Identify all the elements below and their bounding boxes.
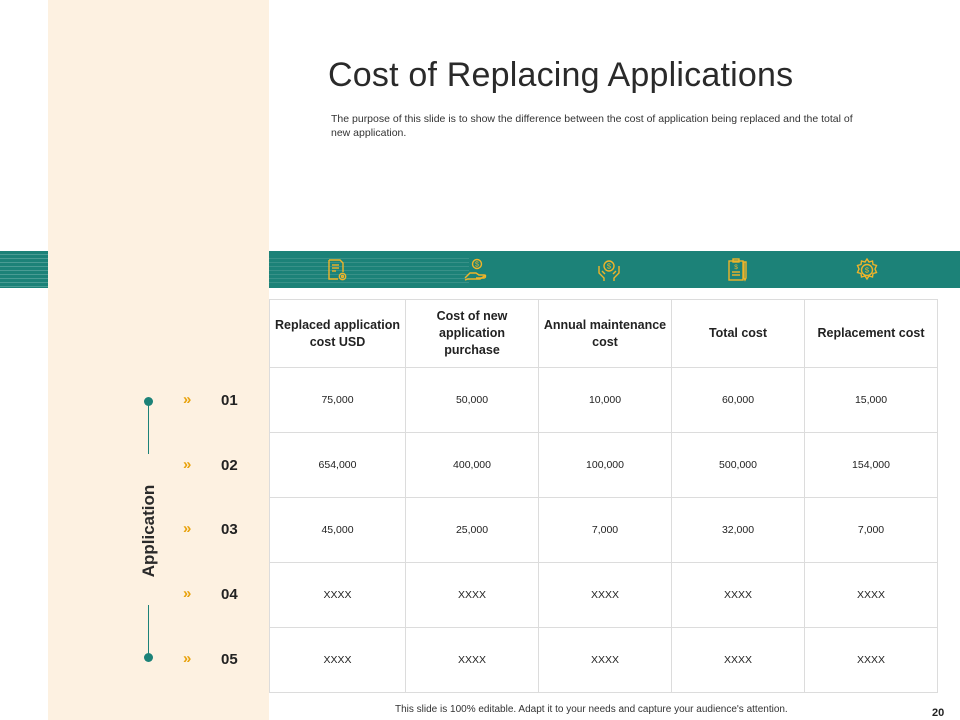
- chevron-right-icon: »: [183, 585, 192, 602]
- table-row: [270, 498, 938, 563]
- application-label: Application: [139, 484, 158, 578]
- table-cell: 25,000: [406, 498, 539, 563]
- table-cell: XXXX: [672, 628, 805, 693]
- header-replaced-application-cost: Replaced application cost USD: [270, 300, 406, 368]
- table-row: [270, 368, 938, 433]
- table-cell: XXXX: [270, 563, 406, 628]
- table-header-row: [270, 300, 938, 368]
- svg-text:$: $: [734, 264, 738, 271]
- table-row: [270, 628, 938, 693]
- table-cell: XXXX: [270, 628, 406, 693]
- table-cell: XXXX: [539, 563, 672, 628]
- table-cell: 15,000: [805, 368, 938, 433]
- header-total-cost: Total cost: [672, 300, 805, 368]
- row-label: [183, 455, 238, 475]
- row-label: [183, 519, 238, 539]
- table-cell: XXXX: [805, 563, 938, 628]
- timeline-line-bottom: [148, 605, 149, 657]
- page-title: Cost of Replacing Applications: [328, 56, 794, 94]
- row-number: 04: [221, 585, 238, 603]
- hand-coin-icon: [462, 256, 490, 284]
- table-cell: 45,000: [270, 498, 406, 563]
- table-cell: XXXX: [406, 563, 539, 628]
- table-cell: 32,000: [672, 498, 805, 563]
- table-cell: 60,000: [672, 368, 805, 433]
- table-cell: 100,000: [539, 433, 672, 498]
- row-label: [183, 649, 238, 669]
- band-stripes: [269, 255, 469, 284]
- header-band-left: [0, 251, 48, 288]
- hands-coin-icon: [595, 256, 623, 284]
- table-cell: 10,000: [539, 368, 672, 433]
- header-annual-maintenance-cost: Annual maintenance cost: [539, 300, 672, 368]
- table-cell: XXXX: [539, 628, 672, 693]
- gear-dollar-icon: [853, 256, 881, 284]
- cost-table: [269, 299, 938, 693]
- table-cell: 7,000: [539, 498, 672, 563]
- table-cell: XXXX: [672, 563, 805, 628]
- timeline-dot-bottom: [144, 653, 153, 662]
- table-cell: 50,000: [406, 368, 539, 433]
- table-cell: 654,000: [270, 433, 406, 498]
- chevron-right-icon: »: [183, 391, 192, 408]
- row-number: 03: [221, 520, 238, 538]
- table-cell: XXXX: [406, 628, 539, 693]
- clipboard-dollar-icon: [724, 256, 752, 284]
- footer-note: This slide is 100% editable. Adapt it to your needs and capture your audience's attention.: [395, 704, 788, 715]
- chevron-right-icon: »: [183, 650, 192, 667]
- page-subtitle: The purpose of this slide is to show the difference between the cost of application being replaced and the total of new application.: [331, 113, 853, 139]
- row-label: [183, 584, 238, 604]
- table-cell: 400,000: [406, 433, 539, 498]
- table-row: [270, 433, 938, 498]
- table-cell: XXXX: [805, 628, 938, 693]
- row-number: 01: [221, 391, 238, 409]
- row-number: 05: [221, 650, 238, 668]
- document-gear-icon: [323, 256, 351, 284]
- table-cell: 154,000: [805, 433, 938, 498]
- table-cell: 500,000: [672, 433, 805, 498]
- svg-text:$: $: [606, 261, 612, 271]
- chevron-right-icon: »: [183, 456, 192, 473]
- header-replacement-cost: Replacement cost: [805, 300, 938, 368]
- header-band: [269, 251, 960, 288]
- table-cell: 75,000: [270, 368, 406, 433]
- timeline-line-top: [148, 402, 149, 454]
- chevron-right-icon: »: [183, 520, 192, 537]
- row-number: 02: [221, 456, 238, 474]
- svg-text:$: $: [864, 265, 870, 275]
- table-cell: 7,000: [805, 498, 938, 563]
- header-cost-of-new-application: Cost of new application purchase: [406, 300, 539, 368]
- page-number: 20: [932, 707, 945, 719]
- svg-text:$: $: [475, 261, 479, 269]
- row-label: [183, 390, 238, 410]
- table-row: [270, 563, 938, 628]
- side-panel: [48, 0, 269, 720]
